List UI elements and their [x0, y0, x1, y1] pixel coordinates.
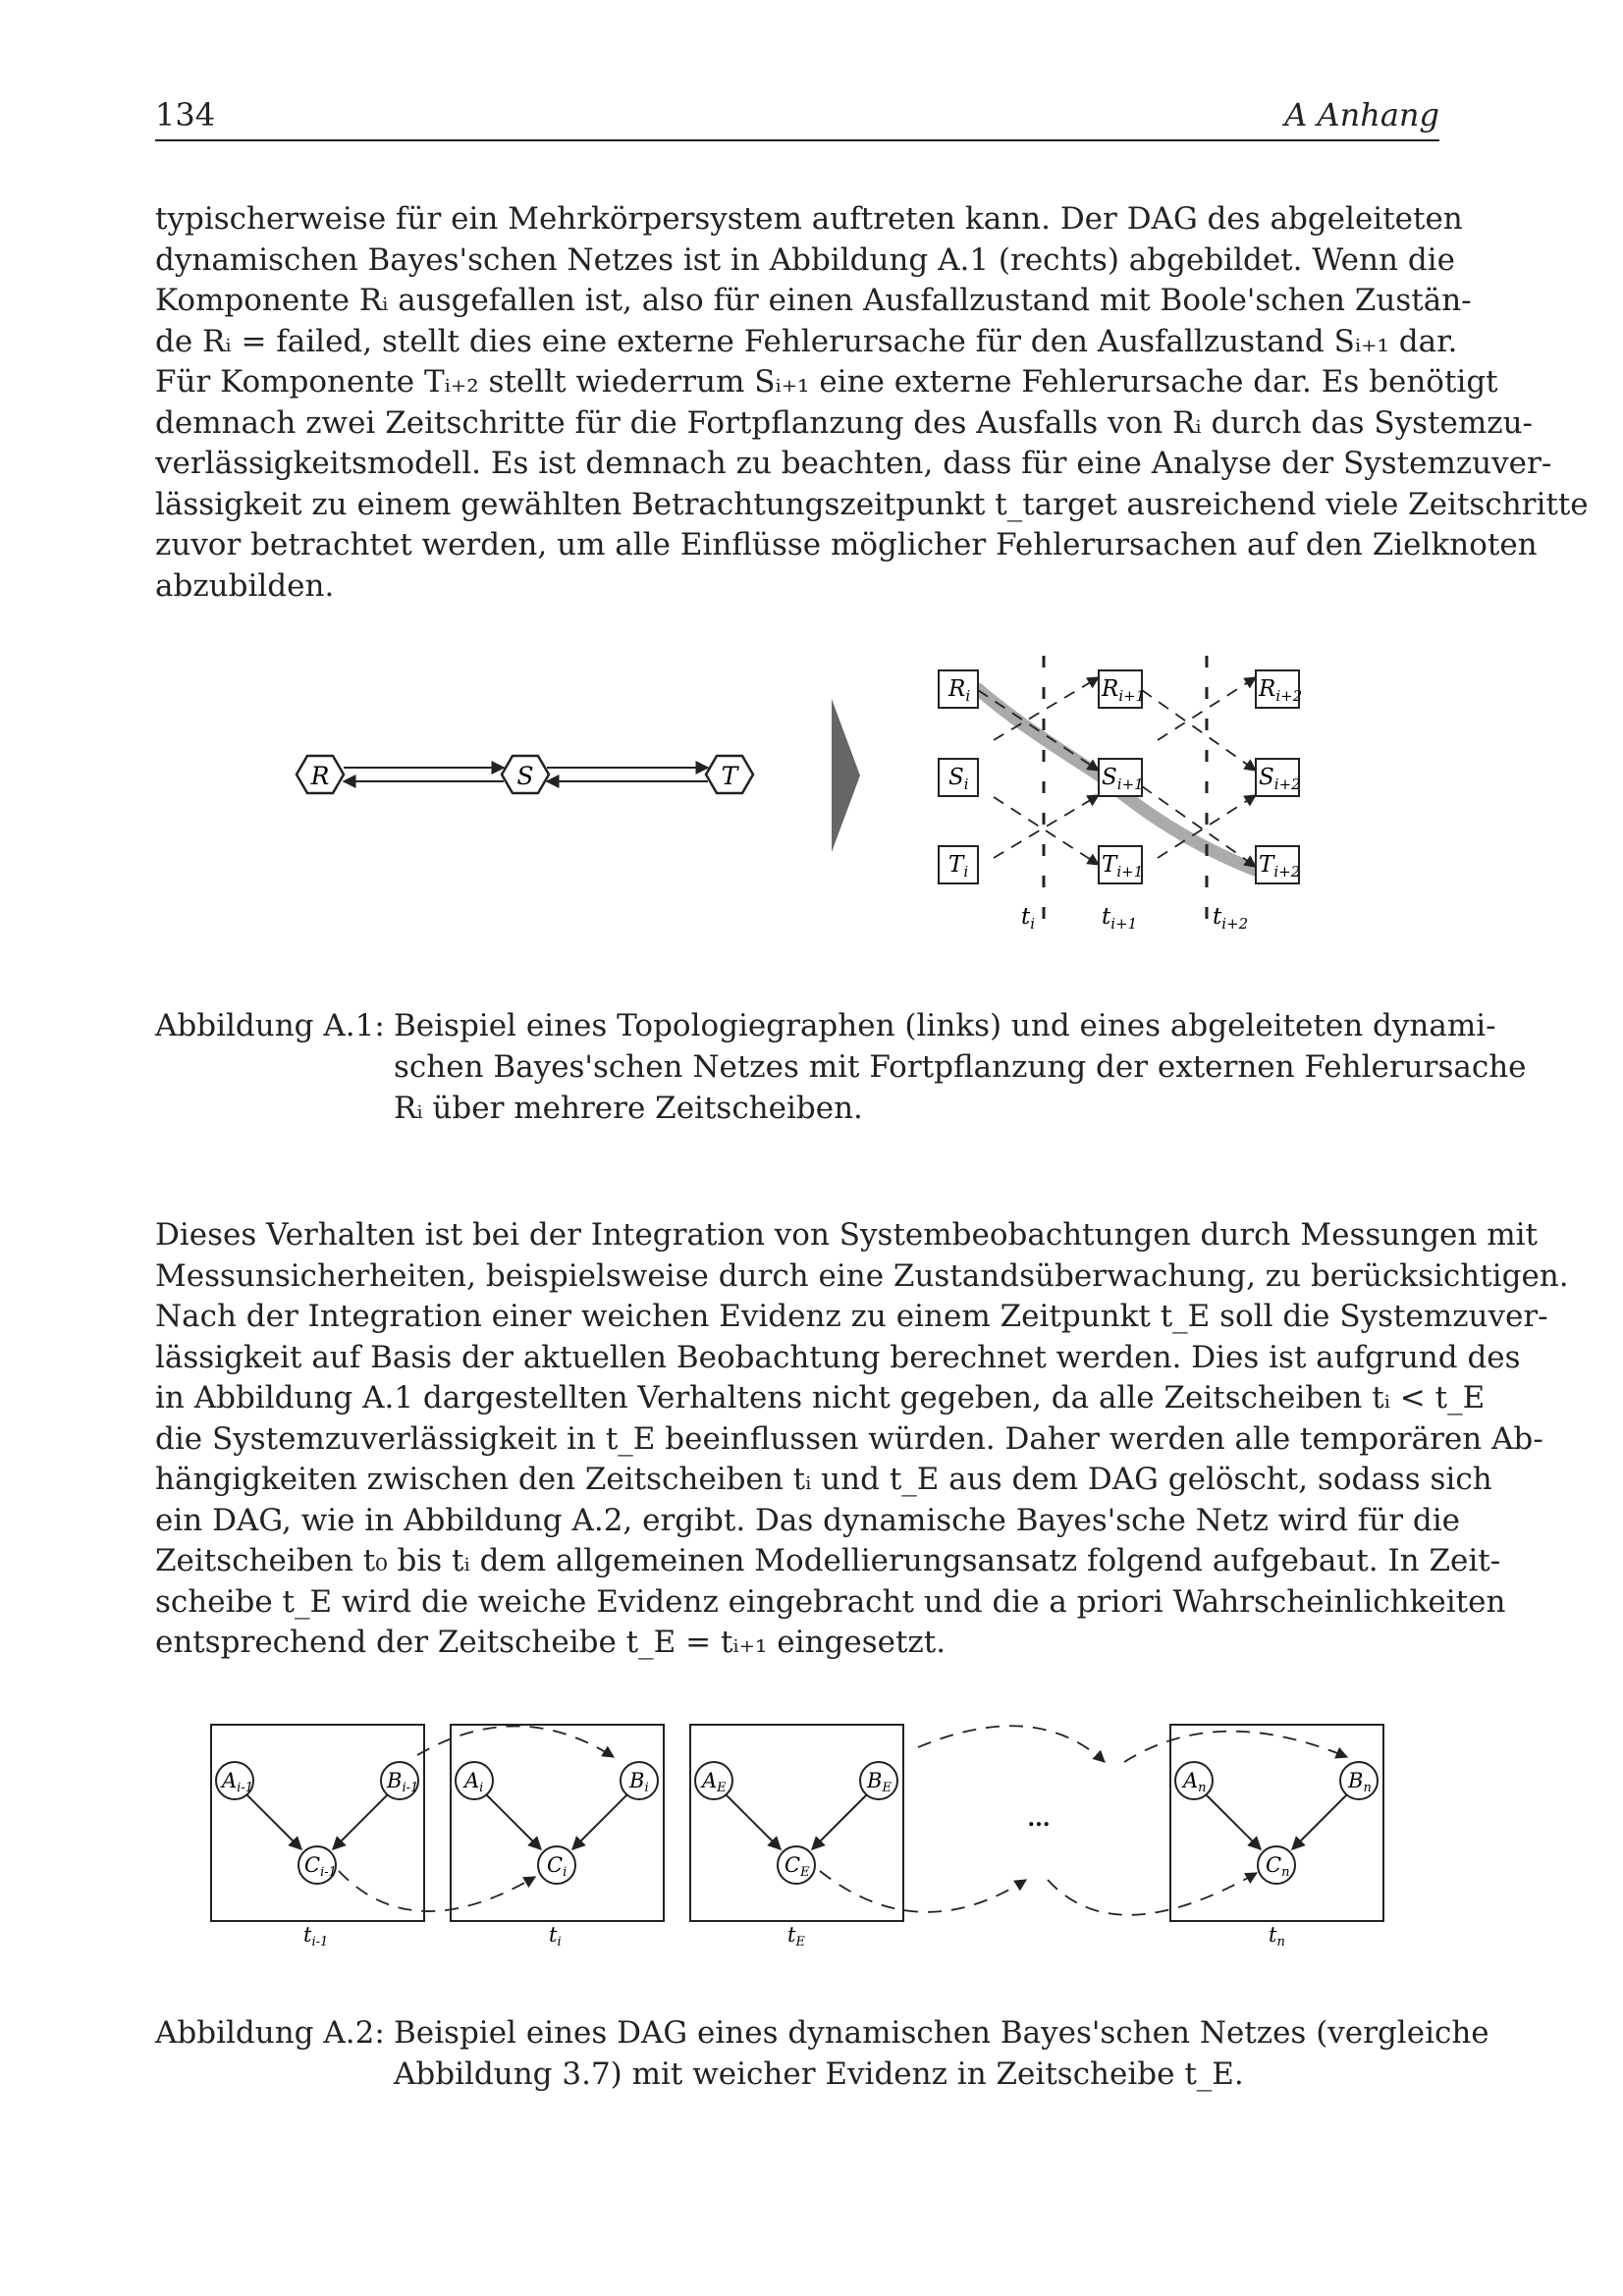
node-r-i1	[1099, 670, 1145, 708]
time-label: $t_{i+2}$	[1213, 904, 1249, 933]
node-index: i	[963, 863, 969, 881]
dynamic-bayes-net	[939, 656, 1302, 937]
node-index: i+2	[1275, 687, 1303, 705]
transformation-arrow	[832, 699, 860, 852]
node-b: BE	[867, 1769, 892, 1795]
node-c: Cn	[1266, 1853, 1290, 1880]
text-line: dynamischen Bayes'schen Netzes ist in Abbildung A.1 (rechts) abgebildet. Wenn die	[155, 241, 1455, 278]
slice-time-label: tn	[1269, 1923, 1285, 1949]
page-header	[155, 94, 1439, 141]
node-label: T	[1102, 852, 1117, 878]
node-r	[297, 756, 344, 793]
text-line: hängigkeiten zwischen den Zeitscheiben tᵢ und t_E aus dem DAG gelöscht, sodass sich	[155, 1462, 1492, 1497]
node-label: R	[1102, 676, 1119, 702]
node-index: i+1	[1118, 687, 1146, 705]
node-label: T	[948, 852, 964, 878]
time-label: $t_{i+1}$	[1102, 904, 1138, 933]
node-index: i+1	[1116, 863, 1144, 881]
node-t	[706, 756, 753, 793]
node-label: R	[310, 762, 330, 790]
topology-graph	[297, 756, 753, 793]
slice-time-label: tE	[787, 1923, 805, 1949]
node-index: i+2	[1273, 775, 1301, 793]
node-label: R	[1259, 676, 1276, 702]
node-c: Ci-1	[304, 1853, 337, 1880]
caption-line: schen Bayes'schen Netzes mit Fortpflanzung der externen Fehlerursache	[394, 1049, 1527, 1085]
node-a: Ai	[464, 1769, 484, 1795]
caption-line: Rᵢ über mehrere Zeitscheiben.	[394, 1091, 863, 1126]
node-index: i	[965, 687, 971, 705]
node-t-i2	[1256, 846, 1300, 883]
node-label: T	[1259, 852, 1274, 878]
node-index: i+1	[1116, 775, 1144, 793]
node-s	[502, 756, 549, 793]
text-line: de Rᵢ = failed, stellt dies eine externe Fehlerursache für den Ausfallzustand Sᵢ₊₁ dar.	[155, 323, 1458, 359]
text-line: Komponente Rᵢ ausgefallen ist, also für einen Ausfallzustand mit Boole'schen Zustän-	[155, 283, 1472, 318]
text-line: scheibe t_E wird die weiche Evidenz eingebracht und die a priori Wahrscheinlichkeiten	[155, 1583, 1506, 1620]
text-line: Für Komponente Tᵢ₊₂ stellt wiederrum Sᵢ₊₁ eine externe Fehlerursache dar. Es benötigt	[155, 364, 1498, 400]
text-line: lässigkeit zu einem gewählten Betrachtungszeitpunkt t_target ausreichend viele Zeitschritte	[155, 486, 1589, 522]
figure-a1	[0, 638, 1623, 962]
paragraph-2	[155, 1215, 1569, 1664]
node-r-i	[939, 670, 978, 708]
slice-time-label: ti	[549, 1923, 562, 1949]
node-label: S	[948, 765, 964, 790]
node-c: Ci	[547, 1853, 568, 1880]
paragraph-1	[155, 199, 1589, 607]
text-line: Dieses Verhalten ist bei der Integration von Systembeobachtungen durch Messungen mit	[155, 1217, 1538, 1253]
node-label: R	[948, 676, 966, 702]
node-s-i1	[1099, 759, 1144, 796]
node-s-i2	[1256, 759, 1301, 796]
text-line: typischerweise für ein Mehrkörpersystem auftreten kann. Der DAG des abgeleiteten	[155, 201, 1463, 237]
text-line: Nach der Integration einer weichen Evidenz zu einem Zeitpunkt t_E soll die Systemzuver-	[155, 1299, 1548, 1334]
text-line: Zeitscheiben t₀ bis tᵢ dem allgemeinen Modellierungsansatz folgend aufgebaut. In Zeit-	[155, 1543, 1501, 1578]
node-label: S	[1102, 765, 1117, 790]
time-label: $t_i$	[1021, 904, 1036, 933]
node-t-i1	[1099, 846, 1143, 883]
node-b: Bi-1	[387, 1769, 419, 1795]
node-a: AE	[702, 1769, 727, 1795]
caption-label: Abbildung A.2:	[155, 2015, 385, 2051]
node-c: CE	[784, 1853, 810, 1880]
caption-line: Beispiel eines Topologiegraphen (links) und eines abgeleiteten dynami-	[394, 1008, 1496, 1043]
caption-line: Beispiel eines DAG eines dynamischen Bayes'schen Netzes (vergleiche	[394, 2015, 1489, 2051]
node-t-i	[939, 846, 978, 883]
node-b: Bi	[629, 1769, 649, 1795]
node-index: i	[963, 775, 969, 793]
text-line: Messunsicherheiten, beispielsweise durch eine Zustandsüberwachung, zu berücksichtigen.	[155, 1257, 1569, 1294]
text-line: zuvor betrachtet werden, um alle Einflüsse möglicher Fehlerursachen auf den Zielknoten	[155, 527, 1538, 562]
text-line: die Systemzuverlässigkeit in t_E beeinflussen würden. Daher werden alle temporären Ab-	[155, 1420, 1543, 1457]
figure-a2	[0, 1708, 1623, 1963]
caption-label: Abbildung A.1:	[155, 1008, 385, 1043]
text-line: in Abbildung A.1 dargestellten Verhaltens nicht gegeben, da alle Zeitscheiben tᵢ < t_E	[155, 1380, 1486, 1415]
node-label: S	[516, 762, 534, 790]
text-line: verlässigkeitsmodell. Es ist demnach zu beachten, dass für eine Analyse der Systemzuver-	[155, 446, 1552, 481]
text-line: abzubilden.	[155, 567, 335, 604]
slice-time-label: ti-1	[303, 1923, 329, 1949]
node-label: T	[721, 762, 738, 790]
node-s-i	[939, 759, 978, 796]
node-a: Ai-1	[222, 1769, 253, 1795]
text-line: demnach zwei Zeitschritte für die Fortpflanzung des Ausfalls von Rᵢ durch das Systemzu-	[155, 404, 1534, 441]
node-r-i2	[1256, 670, 1302, 708]
caption-line: Abbildung 3.7) mit weicher Evidenz in Zeitscheibe t_E.	[394, 2056, 1244, 2092]
node-index: i+2	[1273, 863, 1301, 881]
text-line: entsprechend der Zeitscheibe t_E = tᵢ₊₁ eingesetzt.	[155, 1625, 947, 1660]
node-label: S	[1259, 765, 1274, 790]
text-line: lässigkeit auf Basis der aktuellen Beobachtung berechnet werden. Dies ist aufgrund des	[155, 1339, 1521, 1375]
chapter-title: A Anhang	[1284, 96, 1439, 133]
node-a: An	[1183, 1769, 1207, 1795]
text-line: ein DAG, wie in Abbildung A.2, ergibt. Das dynamische Bayes'sche Netz wird für die	[155, 1502, 1460, 1538]
ellipsis: ...	[1027, 1806, 1051, 1832]
page-number: 134	[155, 96, 216, 133]
node-b: Bn	[1348, 1769, 1372, 1795]
